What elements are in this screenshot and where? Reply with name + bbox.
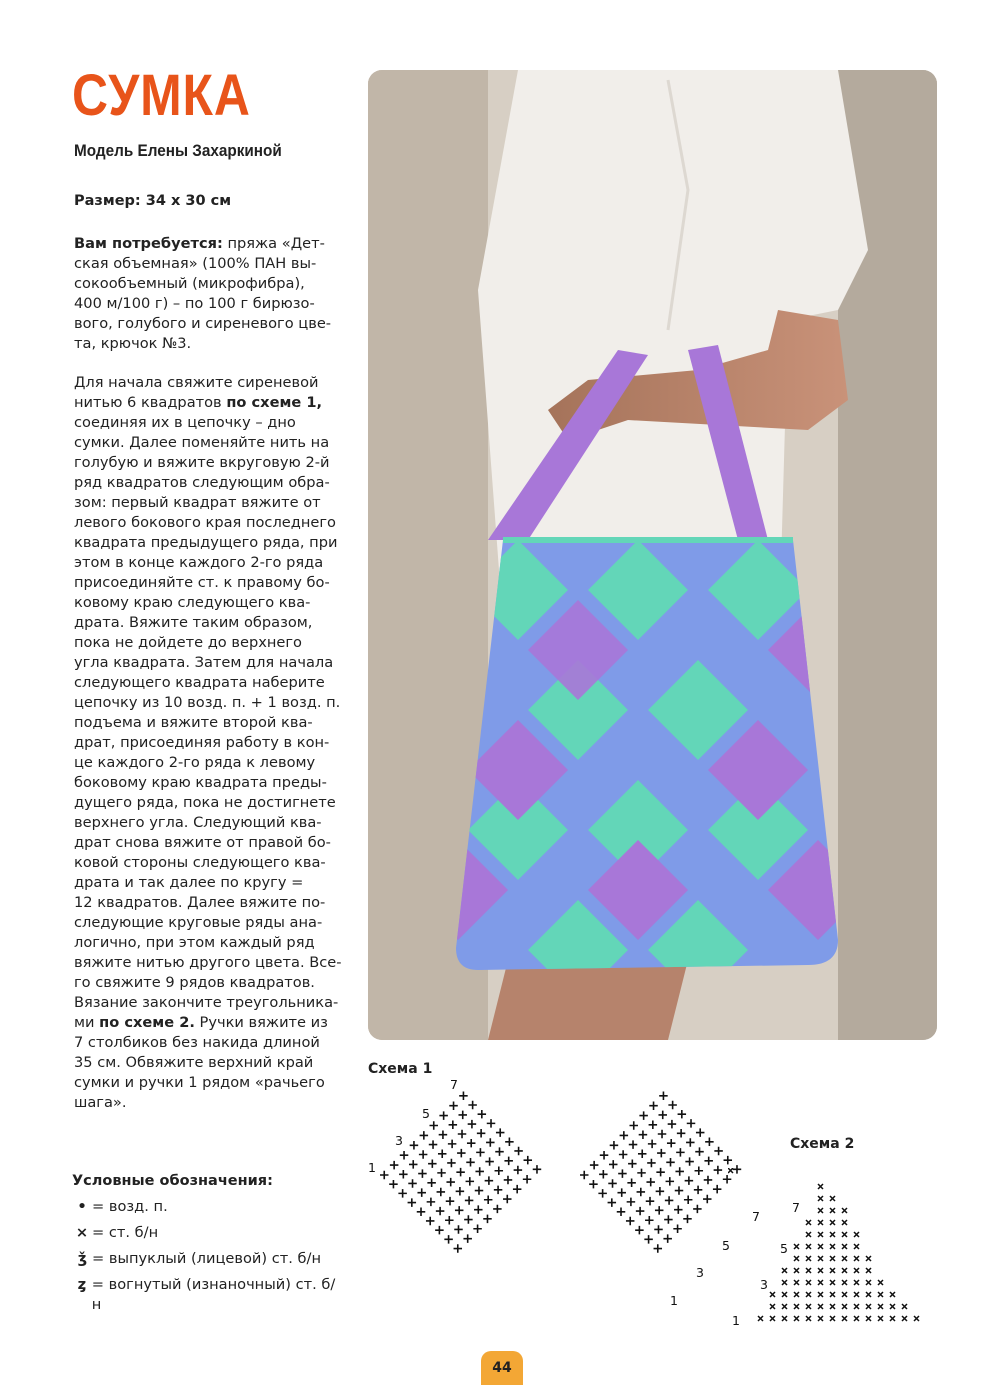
scheme1-ref: по схеме 1, [226,394,323,411]
page-number: 44 [481,1351,523,1385]
scheme1-right-row-5: 5 [722,1238,730,1253]
legend-text: = ст. б/н [92,1224,159,1241]
scheme2-triangle [728,1168,919,1321]
scheme1-diagram [360,1075,780,1315]
scheme1-left-row-7: 7 [450,1077,458,1092]
instructions-part-3: Ручки вяжите из 7 столбиков без накида длиной 35 см. Обвяжите верхний край сумки и ручки 1 рядом «рачьего шага». [74,1014,328,1111]
legend-item [72,1197,342,1217]
materials-text: пряжа «Дет- ская объемная» (100% ПАН вы- сокообъемный (микрофибра), 400 м/100 г) – по 100 г бирюзо- вого, голубого и сиреневого цве- та, крючок №3. [74,235,332,352]
legend-symbol: ǯ [77,1250,87,1267]
legend-symbol: • [77,1198,87,1215]
scheme1-right-square [580,1092,741,1253]
scheme1-left-square [380,1092,541,1253]
legend-symbol: ȥ [77,1276,87,1293]
scheme2-row-5: 5 [780,1241,788,1256]
scheme2-ref: по схеме 2. [99,1014,195,1031]
legend-text: = вогнутый (изнаночный) ст. б/н [91,1276,336,1313]
scheme2-row-3: 3 [760,1277,768,1292]
scheme2-row-7: 7 [792,1200,800,1215]
instructions-part-1: Для начала свяжите сиреневой нитью 6 квадратов [74,374,319,411]
bag-photo-illustration [368,70,937,1040]
page-title: СУМКА [72,63,251,128]
bag-photo [368,70,937,1040]
scheme1-left-row-1: 1 [368,1160,376,1175]
legend-item [72,1275,342,1315]
scheme2-label: Схема 2 [790,1136,855,1152]
scheme2-diagram [728,1168,928,1338]
legend-item [72,1223,342,1243]
scheme1-label: Схема 1 [368,1061,433,1077]
instructions-paragraph [74,373,364,1113]
materials-label: Вам потребуется: [74,235,223,252]
legend-list [72,1197,342,1321]
legend-item [72,1249,342,1269]
scheme1-left-row-3: 3 [395,1133,403,1148]
size-line: Размер: 34 х 30 см [74,193,232,209]
scheme2-row-1: 1 [732,1313,740,1328]
materials-paragraph [74,234,349,354]
legend-symbol: × [75,1224,89,1241]
scheme1-left-row-5: 5 [422,1106,430,1121]
legend-text: = возд. п. [92,1198,168,1215]
author-line: Модель Елены Захаркиной [74,141,282,160]
legend-title: Условные обозначения: [72,1173,273,1189]
legend-text: = выпуклый (лицевой) ст. б/н [92,1250,321,1267]
scheme1-right-row-3: 3 [696,1265,704,1280]
scheme1-right-row-7: 7 [752,1209,760,1224]
instructions-part-2: соединяя их в цепочку – дно сумки. Далее поменяйте нить на голубую и вяжите вкруговую 2-й ряд квадратов следующим обра- зом: первый квадрат вяжите от левого бокового края последнего квадрата предыдущего ряда, при этом в конце каждого 2-го ряда присоединяйте ст. к правому бо- ковому краю следующего ква- драта. Вяжите таким образом, пока не дойдете до верхнего угла квадрата. Затем для начала следующего квадрата наберите цепочку из 10 возд. п. + 1 возд. п. подъема и вяжите второй ква- драт, присоединяя работу в кон- це каждого 2-го ряда к левому боковому краю квадрата преды- дущего ряда, пока не достигнете верхнего угла. Следующий ква- драт снова вяжите от правой бо- ковой стороны следующего ква- драта и так далее по кругу = 12 квадратов. Далее вяжите по- следующие круговые ряды ана- логично, при этом каждый ряд вяжите нитью другого цвета. Все- го свяжите 9 рядов квадратов. Вязание закончите треугольника- ми [74,414,342,1031]
scheme1-right-row-1: 1 [670,1293,678,1308]
